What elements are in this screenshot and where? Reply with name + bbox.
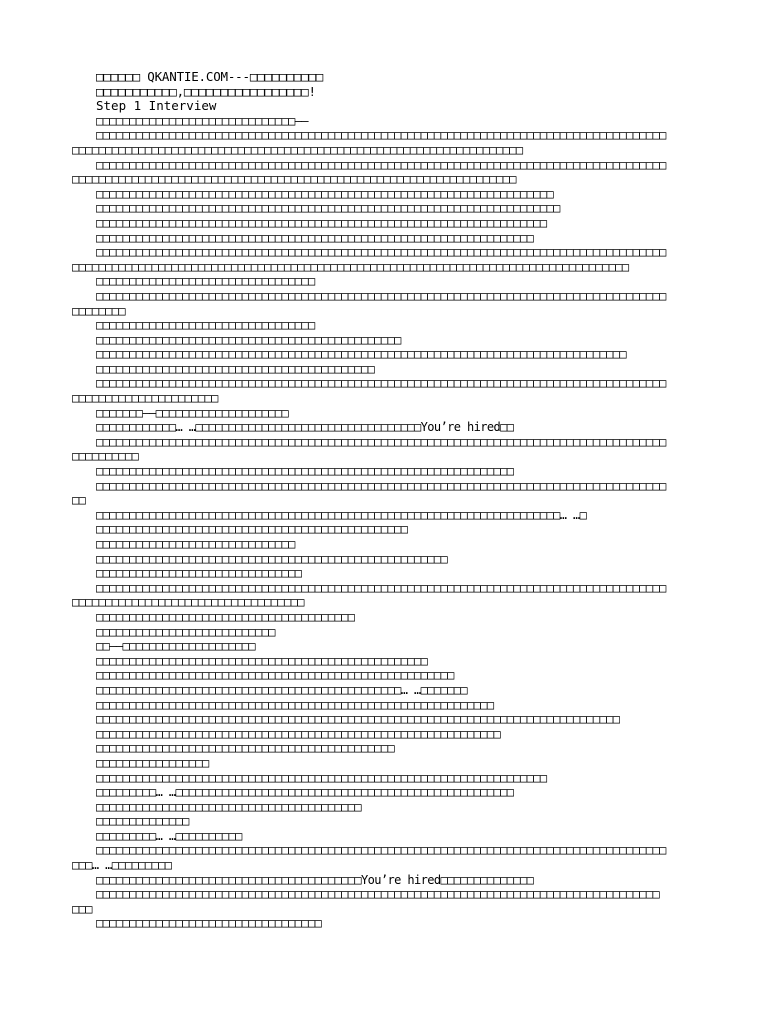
text-line: □□□□□□□□□□□□□□□□□□□□□□□□□□□□□□—— xyxy=(96,113,308,128)
text-line: □□□□□□□□□□□□□□□□□□□□□□□□□□□□□□□□□□□□□□□□□□□□□□□□□□□□□□□□□□□□□□□□□□□□□□□□□□□□□□□□□□□□□□ xyxy=(96,128,666,143)
text-line: □□□□□□□□□□□□□□□□□□□□□□□□□□□□□□□□□□ xyxy=(96,916,322,931)
text-line: □□□□□□□□□□□□□□□□□□□□□□□□□□□□□□□□□□□□□□□□□□□□□□□ xyxy=(96,522,408,537)
text-line: □□□… …□□□□□□□□□ xyxy=(72,858,172,873)
text-line: □□□□□□□□□□□□□□□□□□□□□□□□□□□□□□□□□ xyxy=(96,318,315,333)
text-line: □□□□□□□□□□□□□□□□□□□□□□□□□□□□□□□□□□□□□□□□You’re hired□□□□□□□□□□□□□□ xyxy=(96,872,534,887)
text-line: □□□□□□□□□□□□□□□□□□□□□□□□□□□□□□□□□□□□□□□□□□□□□□□□□□□□□□□□□□□□ xyxy=(96,697,494,712)
text-line: □□□□□□□□□□□□□□□□□ xyxy=(96,755,209,770)
text-line: □□□□□□□□□□□□□□□□□□□□□□□□□□□□□□□□□□□□□□□□□□□□□□□□□□□□□□□□□□□□□□□□□□□□□ xyxy=(96,186,554,201)
text-line: □□□□□□□□□□□□□□□□□□□□□□□□□□□□□□□□□□□□□□□□□□□□□□□□□□□□□□□□□□□□□□□□□□□□□□… …□ xyxy=(96,507,587,522)
text-line: □□ xyxy=(72,493,86,508)
text-line: □□□□□□□□□□□□□□□□□□□□□□□□□□□□□□□□□□□□□□□□□□□□□□□□□□□□□□□□□□□□□□□□□□□□□□□□□□□□□□□□□□□□□□ xyxy=(96,157,666,172)
text-line: □□□□□□□□□□□□□□□□□□□□□□□□□□□□□□□□□□□□□□□□□□ xyxy=(96,361,375,376)
text-line: □□□□□□□□□□□□□□ xyxy=(96,814,189,829)
text-line: □□□□□□□□□□□□□□□□□□□□□□□□□□□□□□□□□ xyxy=(96,274,315,289)
text-line: □□□□□□□□□□□□□□□□□□□□□□□□□□□□□□□ xyxy=(96,566,302,581)
text-line: □□□□□□□□□□□□□□□□□□□□□□□□□□□□□□□□□□□□□□□□□□□□□□□□□□ xyxy=(96,653,428,668)
text-line: □□□□□□□□□□□□□□□□□□□□□□□□□□□ xyxy=(96,624,275,639)
text-line: □□□□□□□□□□□□□□□□□□□□□□□□□□□□□□□□□□□□□□□□□□□□□□… …□□□□□□□ xyxy=(96,682,467,697)
text-line: □□□□□□□□□□□□□□□□□□□□□□□□□□□□□□□□□□□□□□□□□□□□□□□□□□□□□□□□□□□□□ xyxy=(96,726,501,741)
section-heading: Step 1 Interview xyxy=(96,99,217,114)
text-line: □□□□□□□□□□□□… …□□□□□□□□□□□□□□□□□□□□□□□□□□□□□□□□□□You’re hired□□ xyxy=(96,420,514,435)
text-line: □□□□□□□□□□ xyxy=(72,449,139,464)
text-line: □□□□□□□□□□□□□□□□□□□□□□□□□□□□□□□□□□□□□□□□□□□□□□□□□□□□□□□□□□□□□□□□□□□□□□□□□□□□□□□□□□□□□□ xyxy=(96,376,666,391)
text-line: □□□□□□□□□□□□□□□□□□□□□□□□□□□□□□□□□□□□□□□□□□□□□□□□□□□□□□□□□□□□□□□□□□□□□□□□□□□□□□□□□□□□□□ xyxy=(96,580,666,595)
document-title-line: □□□□□□□□□□□,□□□□□□□□□□□□□□□□□! xyxy=(96,84,316,99)
text-line: □□——□□□□□□□□□□□□□□□□□□□□ xyxy=(96,639,255,654)
text-line: □□□□□□□□□□□□□□□□□□□□□□□□□□□□□□□□□□□□□□□□□□□□□□□□□□□□□□□□□□□□□□□□□□□ xyxy=(72,172,516,187)
text-line: □□□□□□□□□□□□□□□□□□□□□□□□□□□□□□□□□□□□□□□□□□□□□□□□□□□□□□□□□□□□□□□□□□□□□□□□□□□□□□□□□□□□□□ xyxy=(96,245,666,260)
text-line: □□□□□□□□□□□□□□□□□□□□□□□□□□□□□□□□□□□□□□□□ xyxy=(96,799,361,814)
text-line: □□□□□□□□ xyxy=(72,303,125,318)
text-line: □□□□□□□□□□□□□□□□□□□□□□□□□□□□□□□□□□□□□□□□□□□□□□□□□□□□□□□□□□□□□□□□□□□□□□□□□□□□□□□□ xyxy=(96,347,626,362)
text-line: □□□□□□□□□□□□□□□□□□□□□□□□□□□□□□□□□□□□□□□□□□□□□□□□□□□□□□□□□□□□□□□□□□□□ xyxy=(96,215,547,230)
text-line: □□□□□□□□□□□□□□□□□□□□□□□□□□□□□□□□□□□□□□□□□□□□□□□□□□□□□□□□□□□□□□□□□□□□□□□□□□□□□□□□□□□□□□ xyxy=(96,478,666,493)
text-line: □□□□□□□□□□□□□□□□□□□□□□□□□□□□□□□□□□□□□□□□□□□□□ xyxy=(96,741,395,756)
text-line: □□□□□□□□□□□□□□□□□□□□□□□□□□□□□□□□□□□ xyxy=(72,595,304,610)
text-line: □□□□□□□□□□□□□□□□□□□□□□□□□□□□□□□□□□□□□□□□□□□□□□□□□□□□□□□□□□□□□□□□□□□□□□□□□□□□□□□□□□□□□□ xyxy=(96,434,666,449)
text-line: □□□ xyxy=(72,901,92,916)
text-line: □□□□□□□□□□□□□□□□□□□□□□□□□□□□□□□□□□□□□□□□□□□□□□□□□□□□□□ xyxy=(96,668,454,683)
text-line: □□□□□□□□□□□□□□□□□□□□□□□□□□□□□□□□□□□□□□□□□□□□□□□□□□□□□□□□□□□□□□□□□□ xyxy=(96,230,534,245)
document-title-line: □□□□□□ QKANTIE.COM---□□□□□□□□□□ xyxy=(96,70,324,84)
text-line: □□□□□□□□□□□□□□□□□□□□□□□□□□□□□□□□□□□□□□□□□□□□□□□□□□□□□□□□□□□□□□□□□□□□ xyxy=(96,770,547,785)
text-line: □□□□□□□□□□□□□□□□□□□□□□□□□□□□□□□□□□□□□□□□□□□□□□□□□□□□□□□□□□□□□□□□□□□□□□□□□□□□□□□□□□□□ xyxy=(72,259,629,274)
text-line: □□□□□□□□□□□□□□□□□□□□□□□□□□□□□□ xyxy=(96,537,295,551)
text-line: □□□□□□□□□□□□□□□□□□□□□□□□□□□□□□□□□□□□□□□ xyxy=(96,609,355,624)
text-line: □□□□□□□□□□□□□□□□□□□□□□□□□□□□□□□□□□□□□□□□□□□□□□□□□□□□□□□□□□□□□□□□□□□□□□□□□□□□□□□□□□□□□□ xyxy=(96,843,666,858)
text-line: □□□□□□□□□□□□□□□□□□□□□□□□□□□□□□□□□□□□□□□□□□□□□□ xyxy=(96,332,401,347)
text-line: □□□□□□□□□□□□□□□□□□□□□□ xyxy=(72,391,218,406)
text-line: □□□□□□□□□□□□□□□□□□□□□□□□□□□□□□□□□□□□□□□□□□□□□□□□□□□□□□□□□□□□□□□□□□□□□□□□□□□□□□□□□□□□□□ xyxy=(96,288,666,303)
text-line: □□□□□□□——□□□□□□□□□□□□□□□□□□□□ xyxy=(96,405,289,420)
text-line: □□□□□□□□□□□□□□□□□□□□□□□□□□□□□□□□□□□□□□□□□□□□□□□□□□□□□□□□□□□□□□□□□□□□ xyxy=(72,142,523,157)
text-line: □□□□□□□□□□□□□□□□□□□□□□□□□□□□□□□□□□□□□□□□□□□□□□□□□□□□□□□□□□□□□□□□□□□□□□ xyxy=(96,201,560,216)
document-page xyxy=(0,70,768,931)
text-line: □□□□□□□□□□□□□□□□□□□□□□□□□□□□□□□□□□□□□□□□□□□□□□□□□□□□□□□□□□□□□□□ xyxy=(96,464,514,479)
text-line: □□□□□□□□□… …□□□□□□□□□□ xyxy=(96,828,242,843)
text-line: □□□□□□□□□□□□□□□□□□□□□□□□□□□□□□□□□□□□□□□□□□□□□□□□□□□□□□□□□□□□□□□□□□□□□□□□□□□□□□□□□□□□□ xyxy=(96,887,660,902)
text-line: □□□□□□□□□□□□□□□□□□□□□□□□□□□□□□□□□□□□□□□□□□□□□□□□□□□□□ xyxy=(96,551,448,566)
text-line: □□□□□□□□□□□□□□□□□□□□□□□□□□□□□□□□□□□□□□□□□□□□□□□□□□□□□□□□□□□□□□□□□□□□□□□□□□□□□□□ xyxy=(96,712,620,727)
text-line: □□□□□□□□□… …□□□□□□□□□□□□□□□□□□□□□□□□□□□□□□□□□□□□□□□□□□□□□□□□□□□ xyxy=(96,785,514,800)
